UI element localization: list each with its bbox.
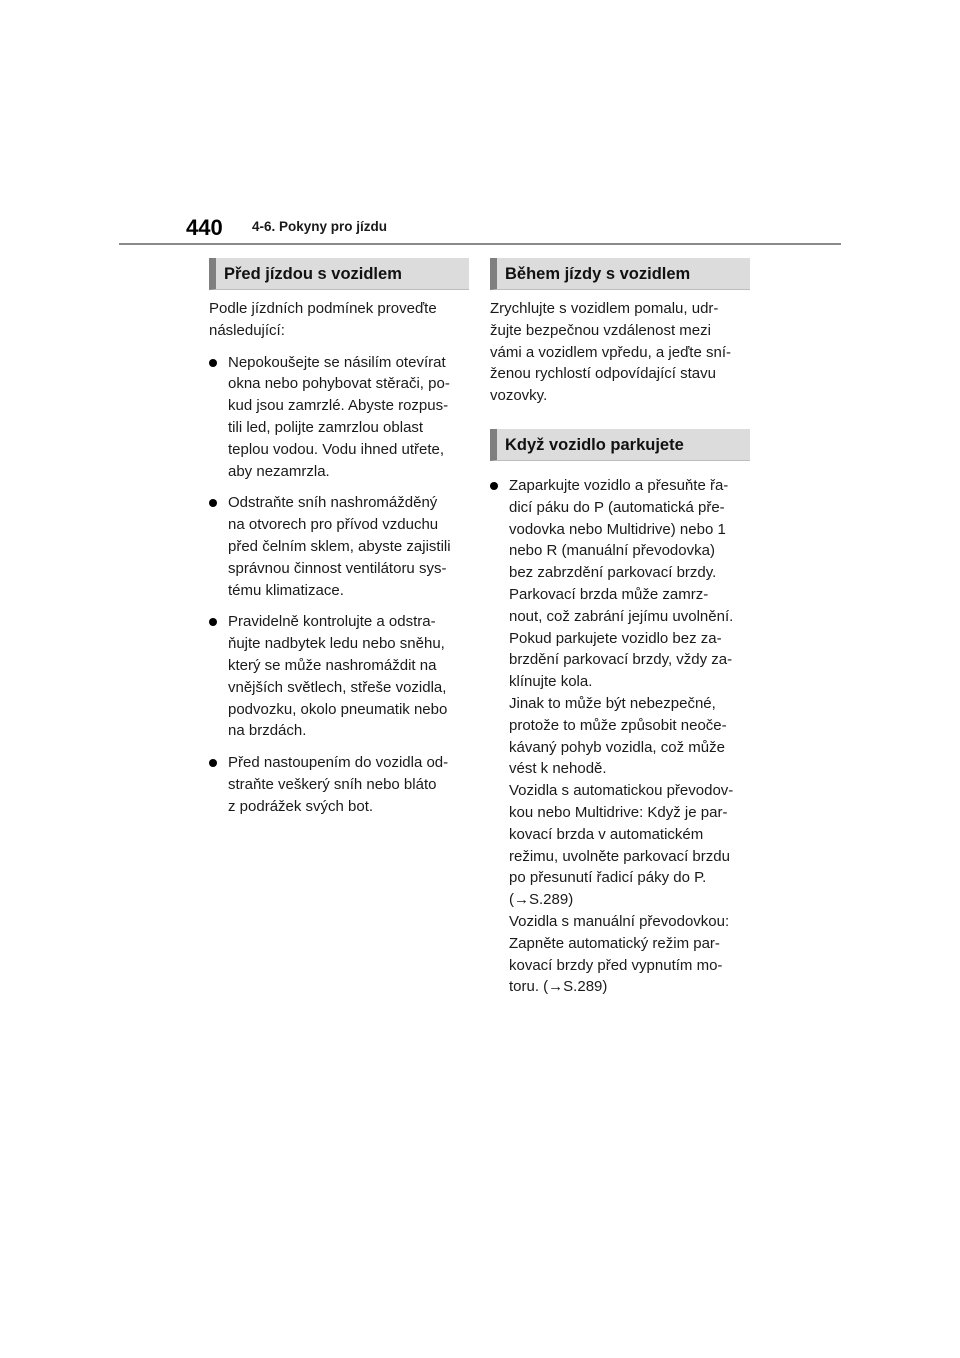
text-line: aby nezamrzla.	[228, 462, 330, 480]
text-line: ženou rychlostí odpovídající stavu	[490, 365, 716, 383]
text-line: kou nebo Multidrive: Když je par-	[509, 803, 728, 821]
text-line: bez zabrzdění parkovací brzdy.	[509, 564, 717, 582]
text-line: Nepokoušejte se násilím otevírat	[228, 353, 446, 371]
bullet-list	[490, 475, 750, 998]
list-item	[209, 611, 469, 742]
text-line: dicí páku do P (automatická pře-	[509, 498, 725, 516]
text-line: na otvorech pro přívod vzduchu	[228, 516, 439, 534]
text-line: Parkovací brzda může zamrz-	[509, 585, 709, 603]
text-line: tili led, polijte zamrzlou oblast	[228, 418, 424, 436]
text-line: straňte veškerý sníh nebo bláto	[228, 775, 437, 793]
intro-paragraph	[209, 298, 469, 342]
text-line: kovací brzdy před vypnutím mo-	[509, 956, 723, 974]
list-item	[209, 492, 469, 601]
text-line: teplou vodou. Vodu ihned utřete,	[228, 440, 445, 458]
text-line: okna nebo pohybovat stěrači, po-	[228, 375, 450, 393]
text-line: z podrážek svých bot.	[228, 797, 374, 815]
section-title: 4-6. Pokyny pro jízdu	[252, 219, 388, 234]
text-line: brzdění parkovací brzdy, vždy za-	[509, 651, 733, 669]
left-column	[209, 258, 469, 818]
text-line: ňujte nadbytek ledu nebo sněhu,	[228, 635, 445, 653]
driving-paragraph	[490, 298, 750, 407]
text-line: Pravidelně kontrolujte a odstra-	[228, 613, 436, 631]
text-line: režimu, uvolněte parkovací brzdu	[509, 847, 730, 865]
text-line: kovací brzda v automatickém	[509, 825, 704, 843]
text-line: Pokud parkujete vozidlo bez za-	[509, 629, 722, 647]
text-line: vést k nehodě.	[509, 760, 607, 778]
text-line: kávaný pohyb vozidla, což může	[509, 738, 725, 756]
text-line: klínujte kola.	[509, 673, 593, 691]
text-line: Vozidla s automatickou převodov-	[509, 782, 734, 800]
text-line: na brzdách.	[228, 722, 307, 740]
text-line: vámi a vozidlem vpředu, a jeďte sní-	[490, 343, 731, 361]
text-line: před čelním sklem, abyste zajistili	[228, 537, 451, 555]
text-line: nout, což zabrání jejímu uvolnění.	[509, 607, 734, 625]
text-line: správnou činnost ventilátoru sys-	[228, 559, 447, 577]
list-item	[490, 475, 750, 998]
spacer	[490, 407, 750, 429]
bullet-icon	[209, 499, 217, 507]
header-divider	[119, 243, 841, 245]
text-line: Zaparkujte vozidlo a přesuňte řa-	[509, 476, 729, 494]
text-line: Zrychlujte s vozidlem pomalu, udr-	[490, 300, 719, 317]
text-line: toru. (→S.289)	[509, 978, 608, 996]
text-line: podvozku, okolo pneumatik nebo	[228, 700, 448, 718]
text-line: Před nastoupením do vozidla od-	[228, 754, 449, 772]
bullet-icon	[209, 759, 217, 767]
text-line: nebo R (manuální převodovka)	[509, 542, 715, 560]
text-line: po přesunutí řadicí páky do P.	[509, 869, 707, 887]
page-reference-link[interactable]: (→S.289)	[509, 891, 574, 909]
bullet-icon	[209, 359, 217, 367]
list-item	[209, 752, 469, 817]
text-line: Podle jízdních podmínek proveďte	[209, 300, 437, 317]
text-line: vodovka nebo Multidrive) nebo 1	[509, 520, 726, 538]
bullet-icon	[209, 618, 217, 626]
page-number: 440	[186, 215, 223, 240]
text-line: který se může nashromáždit na	[228, 656, 437, 674]
text-line: protože to může způsobit neoče-	[509, 716, 727, 734]
text-line: žujte bezpečnou vzdálenost mezi	[490, 321, 711, 339]
text-line: následující:	[209, 321, 285, 339]
heading-while-driving: Během jízdy s vozidlem	[490, 258, 750, 290]
list-item	[209, 352, 469, 483]
heading-before-driving: Před jízdou s vozidlem	[209, 258, 469, 290]
text-line: kud jsou zamrzlé. Abyste rozpus-	[228, 397, 449, 415]
text-line: vozovky.	[490, 387, 548, 405]
text-line: vnějších světlech, střeše vozidla,	[228, 678, 447, 696]
text-line: tému klimatizace.	[228, 581, 344, 599]
bullet-list	[209, 352, 469, 818]
text-line: Jinak to může být nebezpečné,	[509, 694, 716, 712]
text-line: Zapněte automatický režim par-	[509, 934, 720, 952]
text-line: Vozidla s manuální převodovkou:	[509, 912, 730, 930]
right-column	[490, 258, 750, 998]
text-line: Odstraňte sníh nashromážděný	[228, 494, 438, 512]
heading-parking: Když vozidlo parkujete	[490, 429, 750, 461]
bullet-icon	[490, 482, 498, 490]
